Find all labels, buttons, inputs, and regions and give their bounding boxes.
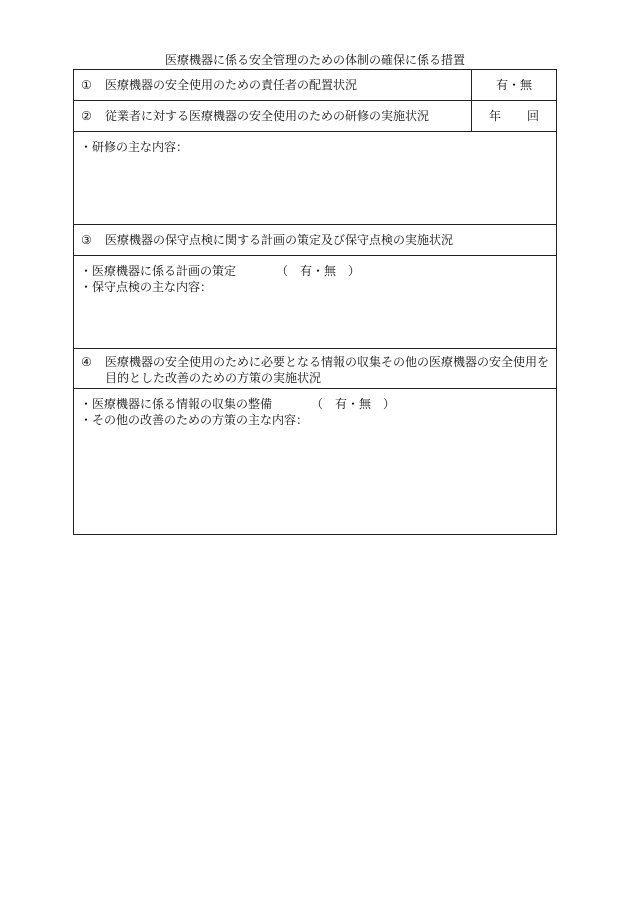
item-label [105, 354, 555, 386]
maintenance-row [74, 225, 556, 256]
item-number: ③ [81, 233, 92, 247]
item-number: ① [81, 78, 92, 92]
maintenance-plan-label: ・医療機器に係る計画の策定 [80, 264, 237, 278]
maintenance-plan-line [80, 263, 360, 279]
training-content-label: ・研修の主な内容： [80, 140, 189, 154]
maintenance-content-area[interactable] [74, 256, 556, 349]
maintenance-plan-options[interactable]: （ 有・無 ） [276, 264, 361, 278]
page-title: 医療機器に係る安全管理のための体制の確保に係る措置 [164, 53, 465, 67]
improvement-content-area[interactable] [74, 389, 556, 536]
responsible-person-row [74, 70, 556, 101]
item-label-line2: 目的とした改善のための方策の実施状況 [105, 371, 322, 385]
yes-no-options: 有・無 [495, 78, 532, 92]
training-count-cell[interactable] [471, 101, 556, 131]
info-collection-line [80, 396, 395, 412]
responsible-person-heading [81, 77, 357, 93]
item-number: ④ [81, 355, 92, 369]
improvement-heading [81, 354, 555, 386]
times-unit: 回 [527, 109, 540, 123]
maintenance-heading [81, 232, 453, 248]
year-unit: 年 [488, 109, 501, 123]
training-content-area[interactable] [74, 132, 556, 225]
improvement-content-label: ・その他の改善のための方策の主な内容： [80, 413, 309, 427]
responsible-person-value-cell[interactable] [471, 70, 556, 100]
item-label: 医療機器の安全使用のための責任者の配置状況 [105, 78, 358, 92]
safety-measures-form [73, 69, 557, 535]
maintenance-content-label: ・保守点検の主な内容： [80, 280, 213, 294]
info-collection-options[interactable]: （ 有・無 ） [311, 397, 396, 411]
item-label: 医療機器の保守点検に関する計画の策定及び保守点検の実施状況 [105, 233, 454, 247]
improvement-row [74, 349, 556, 389]
item-label-line1: 医療機器の安全使用のために必要となる情報の収集その他の医療機器の安全使用を [105, 355, 550, 369]
training-heading [81, 108, 429, 124]
item-label: 従業者に対する医療機器の安全使用のための研修の実施状況 [105, 109, 430, 123]
item-number: ② [81, 109, 92, 123]
training-row [74, 101, 556, 132]
info-collection-label: ・医療機器に係る情報の収集の整備 [80, 397, 273, 411]
